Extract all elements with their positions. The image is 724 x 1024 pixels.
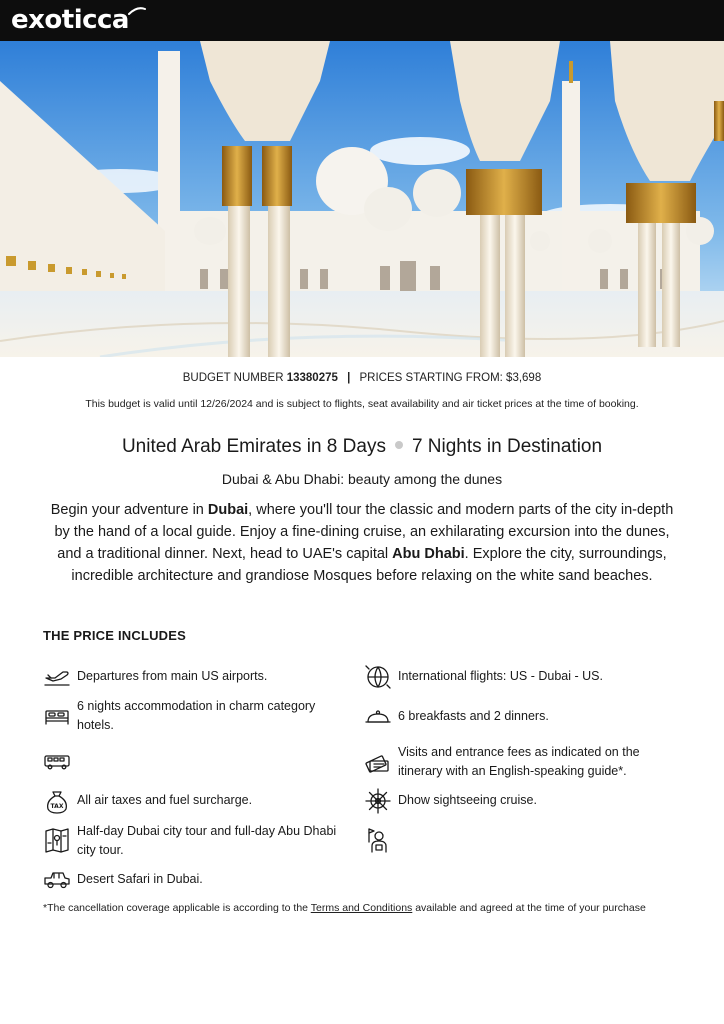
city-map-icon <box>43 826 71 854</box>
ship-wheel-icon <box>364 787 392 815</box>
trip-nights-title: 7 Nights in Destination <box>411 436 603 457</box>
cancellation-footnote <box>43 900 683 916</box>
description-highlight-abu-dhabi: Abu Dhabi <box>392 546 465 562</box>
budget-validity-note: This budget is valid until 12/26/2024 and is subject to flights, seat availability and air ticket prices at the time of booking. <box>85 398 639 410</box>
description-text: , where you'll tour the classic and modern parts of the city in-depth by the hand of a local guide. Enjoy a fine-dining cruise, an exhilarating excursion into the dunes, and a traditional dinner. Next, head to UAE's capital <box>54 502 674 562</box>
terms-and-conditions-link[interactable]: Terms and Conditions <box>310 902 413 914</box>
price-starting-from: PRICES STARTING FROM: $3,698 <box>359 372 542 384</box>
include-text: Visits and entrance fees as indicated on the itinerary with an English-speaking guide*. <box>398 745 640 778</box>
trip-subtitle: Dubai & Abu Dhabi: beauty among the dunes <box>221 471 503 487</box>
budget-number-value: 13380275 <box>286 372 338 384</box>
include-item-visits <box>364 739 684 781</box>
logo-swoosh-icon <box>128 6 146 16</box>
budget-number-label: BUDGET NUMBER <box>182 372 284 384</box>
mosque-photo <box>0 41 724 357</box>
tickets-icon <box>364 747 392 775</box>
include-text: Desert Safari in Dubai. <box>77 872 203 886</box>
bus-icon <box>43 747 71 775</box>
footnote-text: available and agreed at the time of your purchase <box>412 902 646 914</box>
include-text: Half-day Dubai city tour and full-day Abu Dhabi city tour. <box>77 824 337 857</box>
budget-line <box>0 372 724 384</box>
include-item-desert-safari <box>43 866 343 894</box>
include-text: 6 breakfasts and 2 dinners. <box>398 709 549 723</box>
top-bar <box>0 0 724 41</box>
include-text: Departures from main US airports. <box>77 669 268 683</box>
svg-text:TAX: TAX <box>50 803 64 810</box>
trip-duration-title: United Arab Emirates in 8 Days <box>121 436 386 457</box>
jeep-icon <box>43 866 71 894</box>
include-item-meals <box>364 703 684 731</box>
dish-icon <box>364 703 392 731</box>
include-item-international-flights <box>364 663 684 691</box>
include-item-departures <box>43 663 343 691</box>
footnote-text: *The cancellation coverage applicable is according to the <box>43 902 311 914</box>
include-item-bus <box>43 747 343 775</box>
description-text: . Explore the city, surroundings, incredible architecture and grandiose Mosques before relaxing on the white sand beaches. <box>71 546 667 584</box>
include-item-guide <box>364 826 684 854</box>
include-item-city-tours <box>43 818 343 860</box>
trip-description <box>44 499 680 587</box>
title-separator-dot <box>395 441 403 449</box>
trip-title <box>0 436 724 458</box>
budget-separator: | <box>347 372 351 384</box>
include-item-accommodation <box>43 693 343 735</box>
hero-image <box>0 41 724 357</box>
plane-icon <box>43 663 71 691</box>
description-text: Begin your adventure in <box>50 502 208 518</box>
globe-plane-icon <box>364 663 392 691</box>
include-item-dhow-cruise <box>364 787 684 815</box>
bed-icon <box>43 701 71 729</box>
include-text: All air taxes and fuel surcharge. <box>77 793 253 807</box>
include-text: International flights: US - Dubai - US. <box>398 669 603 683</box>
include-text: 6 nights accommodation in charm category hotels. <box>77 699 316 732</box>
guide-icon <box>364 826 392 854</box>
include-text: Dhow sightseeing cruise. <box>398 793 537 807</box>
description-highlight-dubai: Dubai <box>207 502 249 518</box>
include-item-taxes <box>43 787 343 815</box>
tax-bag-icon <box>43 787 71 815</box>
brand-logo[interactable]: exoticca <box>11 5 129 35</box>
price-includes-title: THE PRICE INCLUDES <box>43 628 187 643</box>
